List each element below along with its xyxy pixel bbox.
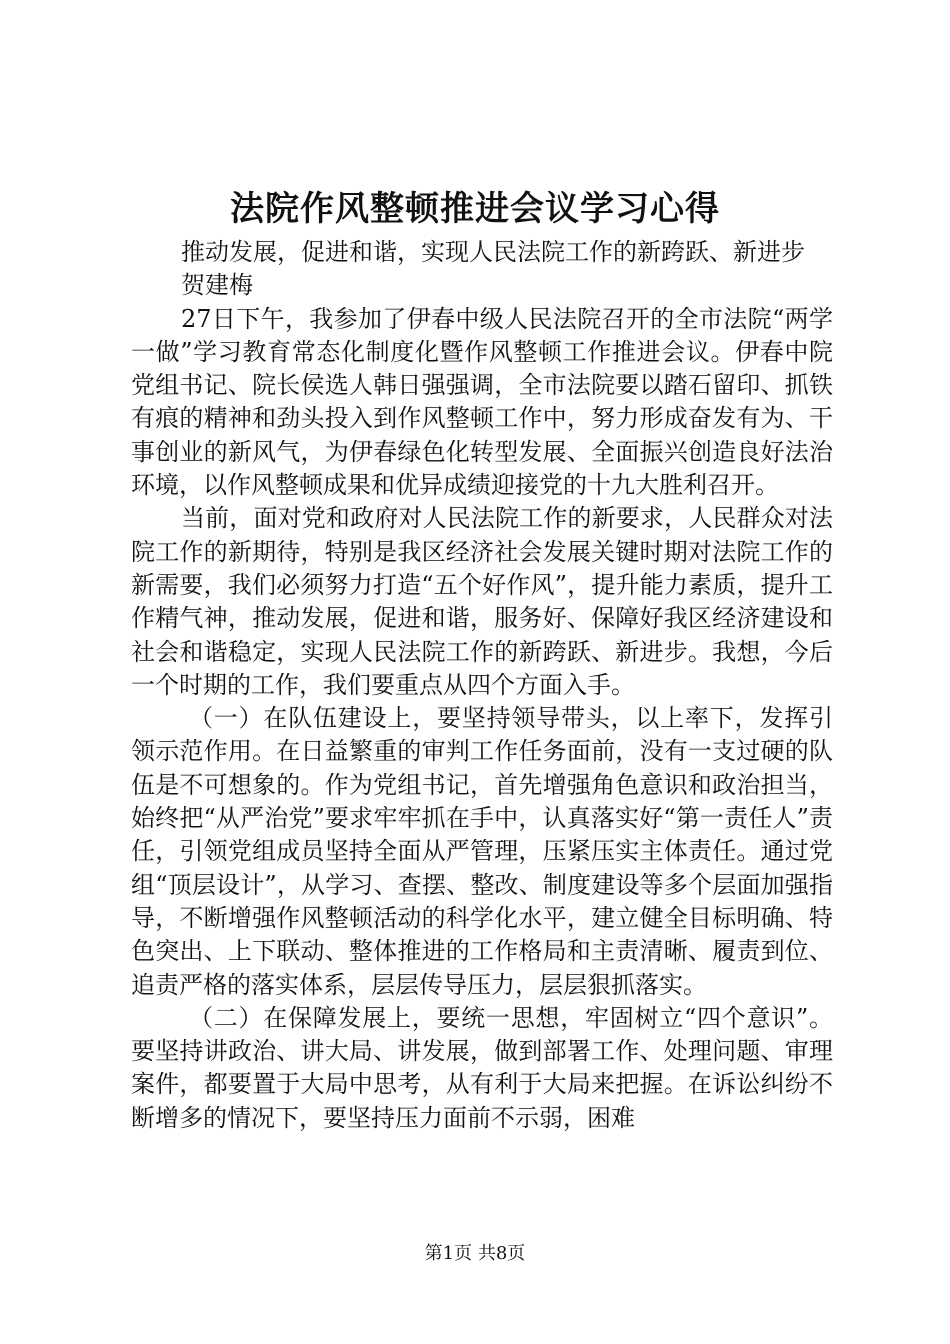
paragraph-current: 当前，面对党和政府对人民法院工作的新要求，人民群众对法院工作的新期待，特别是我区经济社会发展关键时期对法院工作的新需要，我们必须努力打造“五个好作风”，提升能力素质，提升工作精气神，推动发展，促进和谐，服务好、保障好我区经济建设和社会和谐稳定，实现人民法院工作的新跨跃、新进步。我想，今后一个时期的工作，我们要重点从四个方面入手。 xyxy=(131,504,833,699)
paragraph-section-one: （一）在队伍建设上，要坚持领导带头，以上率下，发挥引领示范作用。在日益繁重的审判工作任务面前，没有一支过硬的队伍是不可想象的。作为党组书记，首先增强角色意识和政治担当，始终把“从严治党”要求牢牢抓在手中，认真落实好“第一责任人”责任，引领党组成员坚持全面从严管理，压紧压实主体责任。通过党组“顶层设计”，从学习、查摆、整改、制度建设等多个层面加强指导，不断增强作风整顿活动的科学化水平，建立健全目标明确、特色突出、上下联动、整体推进的工作格局和主责清晰、履责到位、追责严格的落实体系，层层传导压力，层层狠抓落实。 xyxy=(131,704,833,999)
paragraph-section-two: （二）在保障发展上，要统一思想，牢固树立“四个意识”。要坚持讲政治、讲大局、讲发展，做到部署工作、处理问题、审理案件，都要置于大局中思考，从有利于大局来把握。在诉讼纠纷不断增多的情况下，要坚持压力面前不示弱，困难 xyxy=(131,1003,833,1132)
paragraph-meeting: 27日下午，我参加了伊春中级人民法院召开的全市法院“两学一做”学习教育常态化制度化暨作风整顿工作推进会议。伊春中院党组书记、院长侯选人韩日强强调，全市法院要以踏石留印、抓铁有痕的精神和劲头投入到作风整顿工作中，努力形成奋发有为、干事创业的新风气，为伊春绿色化转型发展、全面振兴创造良好法治环境，以作风整顿成果和优异成绩迎接党的十九大胜利召开。 xyxy=(131,304,833,500)
document-title: 法院作风整顿推进会议学习心得 xyxy=(230,189,720,229)
page-footer: 第1页 共8页 xyxy=(424,1243,526,1264)
paragraph-subtitle: 推动发展，促进和谐，实现人民法院工作的新跨跃、新进步 xyxy=(181,238,805,266)
paragraph-author: 贺建梅 xyxy=(181,271,253,300)
document-body xyxy=(131,236,833,1135)
